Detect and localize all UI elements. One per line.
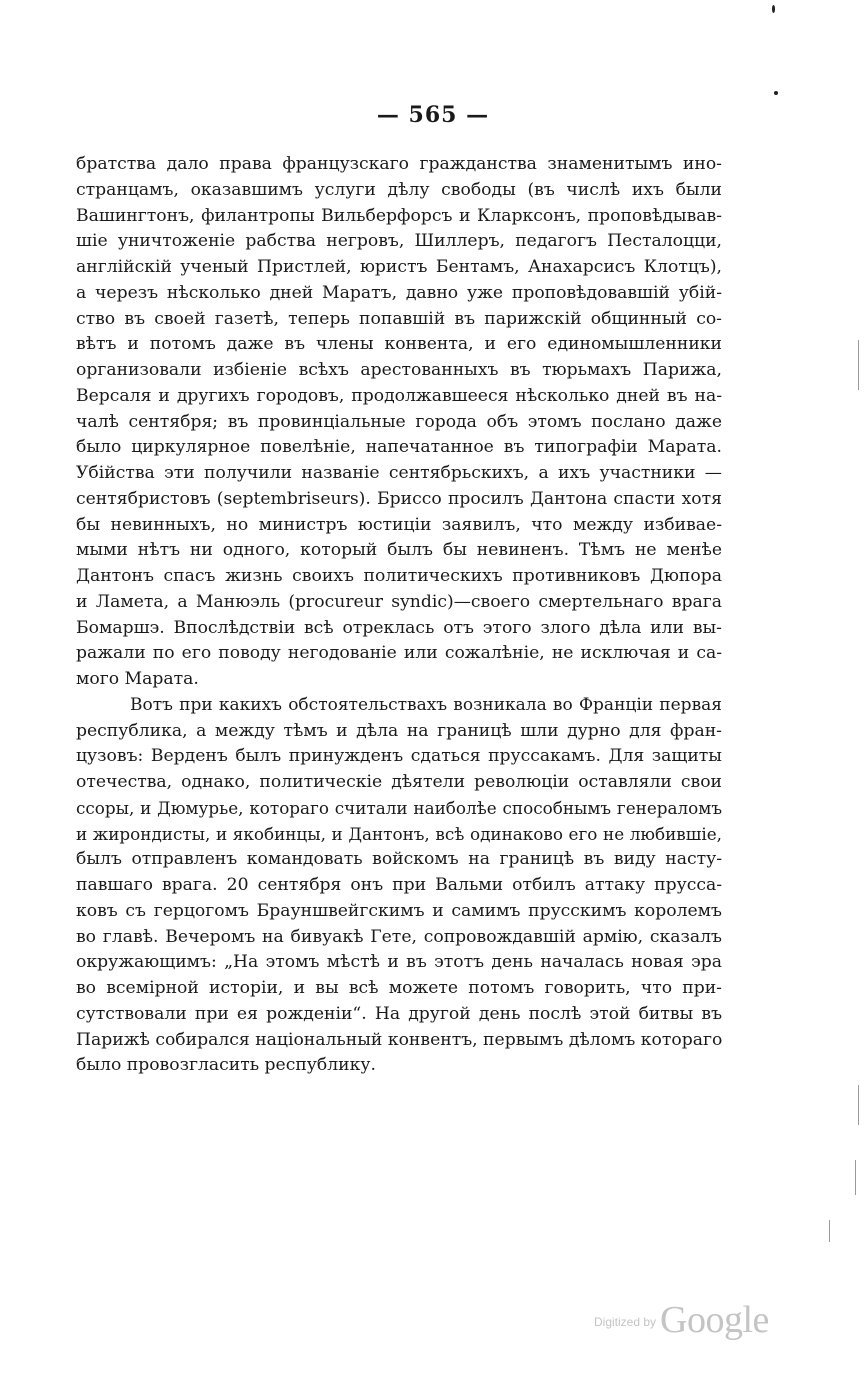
text-line: Бомаршэ. Впослѣдствіи всѣ отреклась отъ этого злого дѣла или вы-: [76, 617, 722, 638]
scan-speck: [774, 91, 778, 95]
page-number: — 565 —: [376, 102, 490, 128]
body-text: [76, 152, 722, 1079]
text-line: мого Марата.: [76, 669, 199, 689]
text-line: ковъ съ герцогомъ Брауншвейгскимъ и самимъ прусскимъ королемъ: [76, 900, 722, 921]
text-line: Вашингтонъ, филантропы Вильберфорсъ и Кларксонъ, проповѣдывав-: [76, 205, 722, 226]
text-line: Версаля и другихъ городовъ, продолжавшееся нѣсколько дней въ на-: [76, 385, 722, 406]
text-line: республика, а между тѣмъ и дѣла на границѣ шли дурно для фран-: [76, 720, 722, 741]
digitized-by-google-watermark: [594, 1298, 784, 1342]
text-line: мыми нѣтъ ни одного, который былъ бы невиненъ. Тѣмъ не менѣе: [76, 540, 722, 561]
scan-speck: [772, 5, 775, 13]
paragraph-1: [76, 152, 722, 693]
text-line: и жирондисты, и якобинцы, и Дантонъ, всѣ одинаково его не любившіе,: [76, 823, 722, 844]
text-line: во главѣ. Вечеромъ на бивуакѣ Гете, сопровождавшій армію, сказалъ: [76, 926, 722, 947]
page-edge-mark: [855, 1160, 856, 1195]
google-logo: Google: [660, 1299, 769, 1341]
text-line: ражали по его поводу негодованіе или сожалѣніе, не исключая и са-: [76, 643, 722, 664]
text-line: вѣтъ и потомъ даже въ члены конвента, и его единомышленники: [76, 334, 722, 355]
text-line: чалѣ сентября; въ провинціальные города объ этомъ послано даже: [76, 411, 722, 432]
page-edge-mark: [858, 1085, 859, 1125]
text-line: англійскій ученый Пристлей, юристъ Бентамъ, Анахарсисъ Клотцъ),: [76, 257, 722, 277]
text-line: ссоры, и Дюмурье, котораго считали наиболѣе способнымъ генераломъ: [76, 797, 722, 818]
text-line: Вотъ при какихъ обстоятельствахъ возникала во Франціи первая: [130, 694, 722, 715]
text-line: братства дало права французскаго гражданства знаменитымъ ино-: [76, 154, 722, 174]
text-line: было циркулярное повелѣніе, напечатанное въ типографіи Марата.: [76, 437, 722, 458]
text-line: Убійства эти получили названіе сентябрьскихъ, а ихъ участники —: [76, 463, 722, 483]
text-line: окружающимъ: „На этомъ мѣстѣ и въ этотъ день началась новая эра: [76, 952, 722, 973]
text-line: павшаго врага. 20 сентября онъ при Вальми отбилъ аттаку прусса-: [76, 875, 722, 895]
text-line: было провозгласить республику.: [76, 1055, 376, 1076]
text-line: во всемірной исторіи, и вы всѣ можете потомъ говорить, что при-: [76, 978, 722, 998]
watermark-prefix: Digitized by: [594, 1315, 657, 1329]
page-edge-mark: [829, 1220, 830, 1242]
text-line: сентябристовъ (septembriseurs). Бриссо просилъ Дантона спасти хотя: [76, 488, 722, 509]
paragraph-2: [76, 693, 722, 1079]
text-line: организовали избіеніе всѣхъ арестованныхъ въ тюрьмахъ Парижа,: [76, 360, 722, 380]
text-line: бы невинныхъ, но министръ юстиціи заявилъ, что между избивае-: [76, 514, 722, 535]
text-line: Парижѣ собирался національный конвентъ, первымъ дѣломъ котораго: [76, 1029, 723, 1050]
text-line: шіе уничтоженіе рабства негровъ, Шиллеръ, педагогъ Песталоцци,: [76, 231, 722, 252]
text-line: и Ламета, а Манюэль (procureur syndic)—своего смертельнаго врага: [76, 591, 722, 612]
text-line: странцамъ, оказавшимъ услуги дѣлу свободы (въ числѣ ихъ были: [76, 179, 722, 200]
text-line: былъ отправленъ командовать войскомъ на границѣ въ виду насту-: [76, 849, 722, 870]
text-line: а черезъ нѣсколько дней Маратъ, давно уже проповѣдовавшій убій-: [76, 282, 722, 303]
text-line: Дантонъ спасъ жизнь своихъ политическихъ противниковъ Дюпора: [76, 566, 722, 586]
text-line: сутствовали при ея рожденіи“. На другой день послѣ этой битвы въ: [76, 1003, 722, 1024]
text-line: цузовъ: Верденъ былъ принужденъ сдаться пруссакамъ. Для защиты: [76, 746, 722, 767]
text-line: отечества, однако, политическіе дѣятели революціи оставляли свои: [76, 772, 722, 792]
text-line: ство въ своей газетѣ, теперь попавшій въ парижскій общинный со-: [76, 308, 722, 329]
page-edge-mark: [858, 340, 859, 390]
